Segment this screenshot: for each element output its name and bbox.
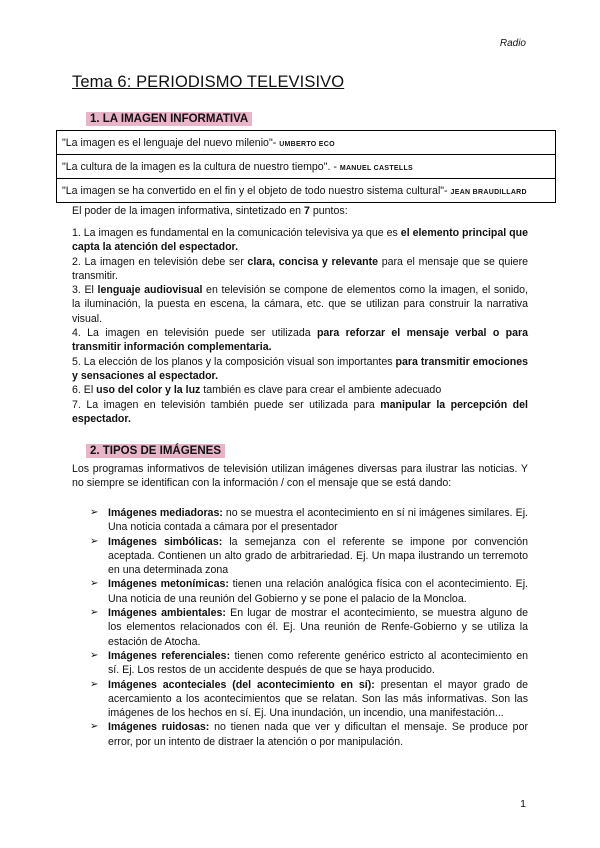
arrow-bullet-icon: ➢ <box>90 607 99 619</box>
quote-text: "La imagen es el lenguaje del nuevo milenio"- <box>62 137 280 149</box>
point-item: 2. La imagen en televisión debe ser clara, concisa y relevante para el mensaje que se quiere transmitir. <box>72 255 528 282</box>
list-item: ➢ Imágenes simbólicas: la semejanza con el referente se impone por convención aceptada. Contienen un alto grado de arbitrariedad. Ej. Un mapa ilustrando un terremoto en una determinada zona <box>90 535 528 577</box>
image-types-list <box>90 506 528 749</box>
point-item: 5. La elección de los planos y la composición visual son importantes para transmitir emociones y sensaciones al espectador. <box>72 355 529 382</box>
quote-author: MANUEL CASTELLS <box>339 165 414 172</box>
quote-author: JEAN BRAUDILLARD <box>450 189 527 196</box>
quote-row <box>57 131 555 155</box>
quotes-table <box>56 130 556 203</box>
list-item: ➢ Imágenes aconteciales (del acontecimiento en sí): presentan el mayor grado de acercamiento a los acontecimientos que se relatan. Son las más informativas. Son las imágenes de los hechos en sí. Ej. Una inundación, un incendio, una manifestación... <box>90 678 528 720</box>
arrow-bullet-icon: ➢ <box>90 535 99 547</box>
arrow-bullet-icon: ➢ <box>90 649 99 661</box>
point-item: 1. La imagen es fundamental en la comunicación televisiva ya que es el elemento principal que capta la atención del espectador. <box>72 227 528 254</box>
section-heading-1: 1. LA IMAGEN INFORMATIVA <box>86 112 252 126</box>
point-item: 7. La imagen en televisión también puede ser utilizada para manipular la percepción del espectador. <box>72 398 528 425</box>
list-item: ➢ Imágenes ambientales: En lugar de mostrar el acontecimiento, se muestra alguno de los elementos relacionados con él. Ej. Una reunión de Renfe-Gobierno y se utiliza la estación de Atocha. <box>90 607 529 648</box>
point-item: 3. El lenguaje audiovisual en televisión se compone de elementos como la imagen, el sonido, la iluminación, la puesta en escena, la cámara, etc. que se utilizan para construir la narrativa visual. <box>72 284 528 325</box>
intro-paragraph: El poder de la imagen informativa, sintetizado en 7 puntos: <box>72 205 348 217</box>
point-item: 6. El uso del color y la luz también es clave para crear el ambiente adecuado <box>72 384 442 397</box>
list-item: ➢ Imágenes referenciales: tienen como referente genérico estricto al acontecimiento en sí. Ej. Los restos de un accidente después de que se haya producido. <box>90 649 528 677</box>
quote-row <box>57 179 555 202</box>
page-number: 1 <box>520 798 526 810</box>
page-title: Tema 6: PERIODISMO TELEVISIVO <box>72 73 345 91</box>
section-heading-2: 2. TIPOS DE IMÁGENES <box>86 444 225 458</box>
quote-text: "La imagen se ha convertido en el fin y el objeto de todo nuestro sistema cultural"- <box>62 185 451 197</box>
quote-text: "La cultura de la imagen es la cultura de nuestro tiempo". - <box>62 161 340 173</box>
header-subject: Radio <box>499 38 526 49</box>
list-item: ➢ Imágenes metonímicas: tienen una relación analógica física con el acontecimiento. Ej. Una noticia de una reunión del Gobierno y se pone el palacio de la Moncloa. <box>90 578 529 605</box>
section2-intro: Los programas informativos de televisión utilizan imágenes diversas para ilustrar las noticias. Y no siempre se identifican con la información / con el mensaje que se está dando: <box>72 463 528 490</box>
list-item: ➢ Imágenes ruidosas: no tienen nada que ver y dificultan el mensaje. Se produce por error, por un intento de distraer la atención o por manipulación. <box>90 721 528 748</box>
points-list <box>72 226 528 426</box>
arrow-bullet-icon: ➢ <box>90 507 99 518</box>
point-item: 4. La imagen en televisión puede ser utilizada para reforzar el mensaje verbal o para transmitir información complementaria. <box>72 327 528 354</box>
arrow-bullet-icon: ➢ <box>90 721 99 733</box>
arrow-bullet-icon: ➢ <box>90 578 99 590</box>
arrow-bullet-icon: ➢ <box>90 678 99 690</box>
quote-author: UMBERTO ECO <box>279 141 335 148</box>
quote-row <box>57 155 555 179</box>
list-item: ➢ Imágenes mediadoras: no se muestra el acontecimiento en sí ni imágenes similares. Ej. Una noticia contada a cámara por el presentador <box>90 507 528 534</box>
